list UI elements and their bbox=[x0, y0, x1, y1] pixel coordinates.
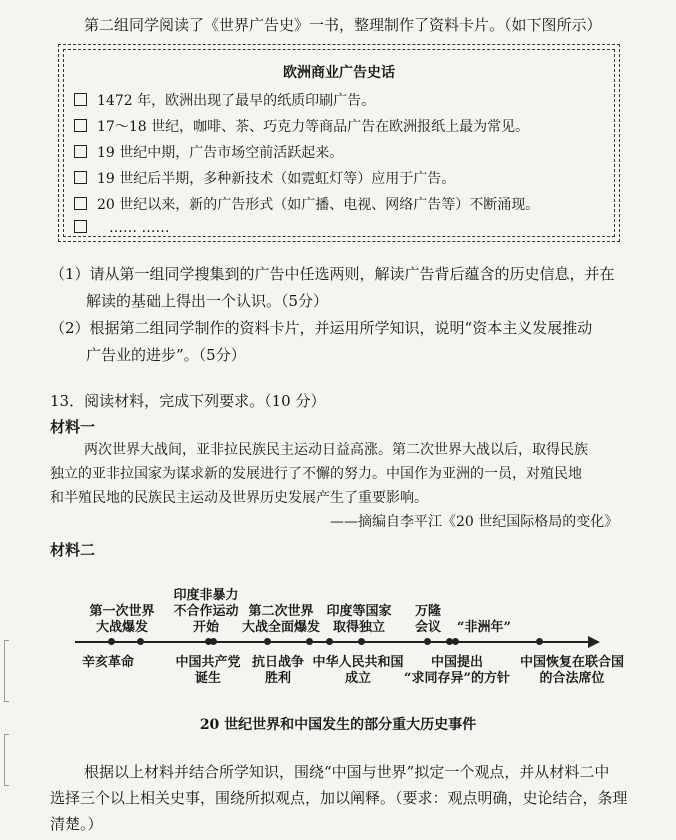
card-item bbox=[74, 168, 455, 188]
timeline-dot bbox=[108, 638, 115, 645]
timeline-event-below: 辛亥革命 bbox=[81, 655, 134, 670]
question-1-line1: （1）请从第一组同学搜集到的广告中任选两则，解读广告背后蕴含的历史信息，并在 bbox=[50, 265, 615, 283]
material-1-line3: 和半殖民地的民族民主运动及世界历史发展产生了重要影响。 bbox=[50, 490, 428, 506]
card-item bbox=[74, 90, 375, 110]
timeline-dot bbox=[452, 638, 459, 645]
material-1-label: 材料一 bbox=[50, 418, 96, 436]
question-2-line2: 广告业的进步”。（5分） bbox=[86, 346, 246, 364]
timeline-arrow-icon bbox=[588, 636, 600, 648]
timeline-dot bbox=[326, 638, 333, 645]
task-line1: 根据以上材料并结合所学知识，围绕“中国与世界”拟定一个观点，并从材料二中 bbox=[84, 763, 610, 781]
card-item-text: 1472 年，欧洲出现了最早的纸质印刷广告。 bbox=[97, 93, 376, 109]
checkbox-icon bbox=[74, 171, 87, 184]
timeline-event-below: 抗日战争 胜利 bbox=[251, 655, 304, 686]
checkbox-icon bbox=[74, 145, 87, 158]
checkbox-icon bbox=[74, 93, 87, 106]
question-1-line2: 解读的基础上得出一个认识。（5分） bbox=[86, 292, 329, 310]
intro-text: 第二组同学阅读了《世界广告史》一书，整理制作了资料卡片。（如下图所示） bbox=[84, 16, 602, 34]
timeline-event-below: 中国提出 “求同存异”的方针 bbox=[404, 655, 510, 686]
timeline-event-below: 中国恢复在联合国 的合法席位 bbox=[519, 655, 624, 686]
timeline-event-above: 第二次世界 大战全面爆发 bbox=[241, 604, 320, 635]
timeline-event-below: 中国共产党 诞生 bbox=[175, 655, 241, 686]
card-item-text: 20 世纪以来，新的广告形式（如广播、电视、网络广告等）不断涌现。 bbox=[97, 197, 540, 213]
margin-mark bbox=[4, 640, 9, 702]
timeline-event-above: “非洲年” bbox=[457, 620, 511, 635]
timeline-event-above: 万隆 会议 bbox=[414, 604, 441, 635]
card-item-text: …… …… bbox=[109, 220, 170, 236]
margin-mark bbox=[4, 734, 9, 786]
timeline-dot bbox=[358, 638, 365, 645]
material-1-line2: 独立的亚非拉国家为谋求新的发展进行了不懈的努力。中国作为亚洲的一员，对殖民地 bbox=[50, 466, 582, 482]
card-item bbox=[74, 194, 539, 214]
timeline-dot bbox=[137, 638, 144, 645]
checkbox-icon bbox=[74, 197, 87, 210]
material-2-label: 材料二 bbox=[50, 541, 96, 559]
question-2-line1: （2）根据第二组同学制作的资料卡片，并运用所学知识，说明“资本主义发展推动 bbox=[50, 319, 593, 337]
timeline-dot bbox=[264, 638, 271, 645]
card-item-text: 17～18 世纪，咖啡、茶、巧克力等商品广告在欧洲报纸上最为常见。 bbox=[97, 119, 530, 135]
task-line2: 选择三个以上相关史事，围绕所拟观点，加以阐释。（要求：观点明确，史论结合，条理 bbox=[50, 789, 628, 807]
timeline-dot bbox=[210, 638, 217, 645]
card-item bbox=[74, 220, 169, 236]
checkbox-icon bbox=[74, 220, 87, 233]
material-card-inner bbox=[63, 49, 615, 237]
card-title: 欧洲商业广告史话 bbox=[283, 65, 395, 81]
timeline-event-above: 印度等国家 取得独立 bbox=[326, 604, 392, 635]
material-1-line1: 两次世界大战间，亚非拉民族民主运动日益高涨。第二次世界大战以后，取得民族 bbox=[84, 442, 588, 458]
card-item bbox=[74, 116, 529, 136]
timeline-caption: 20 世纪世界和中国发生的部分重大历史事件 bbox=[199, 717, 477, 733]
timeline-event-above: 印度非暴力 不合作运动 开始 bbox=[173, 588, 239, 635]
card-item-text: 19 世纪后半期，多种新技术（如霓虹灯等）应用于广告。 bbox=[97, 171, 456, 187]
card-item bbox=[74, 142, 343, 162]
material-card bbox=[58, 44, 620, 242]
question-13-heading: 13．阅读材料，完成下列要求。（10 分） bbox=[50, 392, 326, 410]
checkbox-icon bbox=[74, 119, 87, 132]
timeline-dot bbox=[536, 638, 543, 645]
timeline-dot bbox=[424, 638, 431, 645]
task-line3: 清楚。） bbox=[50, 815, 103, 833]
material-1-source: ——摘编自李平江《20 世纪国际格局的变化》 bbox=[330, 514, 619, 530]
timeline-dot bbox=[306, 638, 313, 645]
timeline-event-above: 第一次世界 大战爆发 bbox=[89, 604, 155, 635]
timeline-event-below: 中华人民共和国 成立 bbox=[312, 655, 404, 686]
card-item-text: 19 世纪中期，广告市场空前活跃起来。 bbox=[97, 145, 344, 161]
